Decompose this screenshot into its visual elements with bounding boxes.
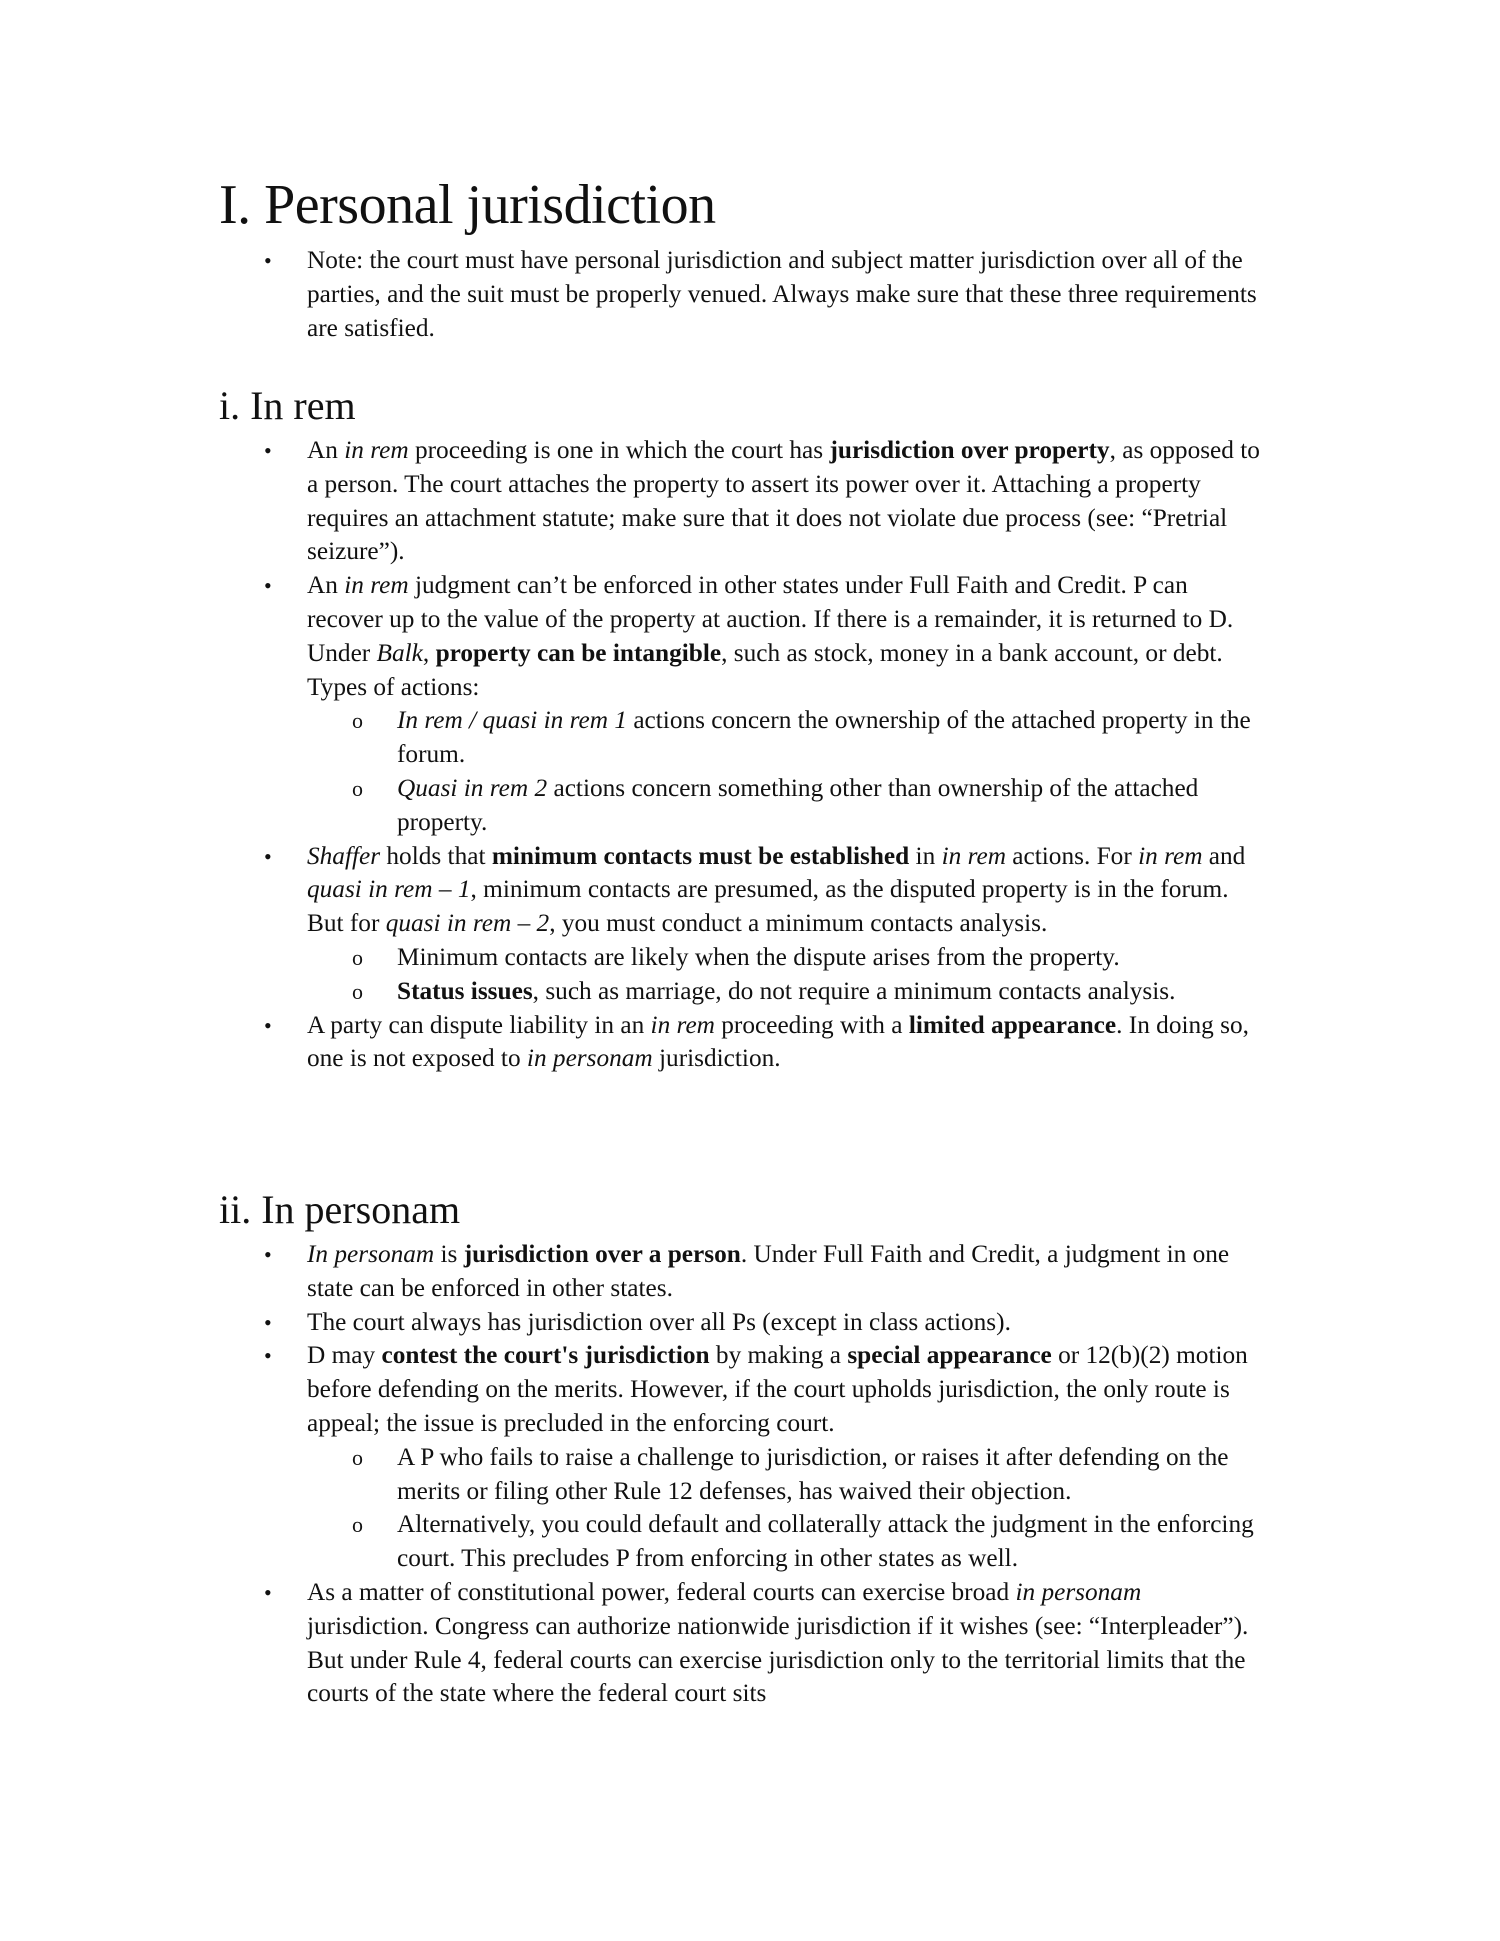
italic-text: Shaffer: [307, 841, 381, 870]
list-item: [0, 840, 1500, 1009]
sub-list-item: [307, 941, 1267, 975]
bold-text: jurisdiction over a person: [463, 1240, 741, 1268]
italic-text: In personam: [307, 1240, 435, 1268]
list-item: [0, 1009, 1500, 1077]
hollow-bullet-icon: o: [352, 978, 363, 1004]
italic-text: quasi in rem – 1: [307, 875, 471, 904]
hollow-bullet-icon: o: [352, 775, 363, 801]
italic-text: in rem: [650, 1010, 715, 1039]
bold-text: special appearance: [847, 1341, 1052, 1370]
list-item: [0, 569, 1500, 839]
italic-text: quasi in rem – 2: [385, 909, 550, 938]
italic-text: in rem: [941, 841, 1006, 870]
italic-text: Quasi in rem 2: [397, 773, 548, 802]
italic-text: Balk: [376, 638, 423, 667]
sub-list: [307, 704, 1267, 839]
list-item-text: An in rem judgment can’t be enforced in other states under Full Faith and Credit. P can recover up to the value of the property at auction. If there is a remainder, it is returned to D. Under Balk, property can be intangible, such as stock, money in a bank account, or debt. Types of actions: o In rem / quasi in rem 1 actions concern the ownership of the attached property in the forum. o Quasi in rem 2 actions concern something other than ownership of the attached property.: [307, 569, 1267, 839]
bold-text: Status issues: [397, 976, 533, 1005]
list-item-text: The court always has jurisdiction over all Ps (except in class actions).: [307, 1307, 1011, 1336]
list-item-text: In personam is jurisdiction over a person. Under Full Faith and Credit, a judgment in one state can be enforced in other states.: [307, 1240, 1230, 1302]
list-item-text: Shaffer holds that minimum contacts must be established in in rem actions. For in rem and quasi in rem – 1, minimum contacts are presumed, as the disputed property is in the forum. But for quasi in rem – 2, you must conduct a minimum contacts analysis. o Minimum contacts are likely when the dispute arises from the property. o Status issues, such as marriage, do not require a minimum contacts analysis.: [307, 840, 1267, 1009]
sub-list: [307, 941, 1267, 1009]
italic-text: in personam: [526, 1044, 653, 1073]
sub-list-item: [307, 772, 1267, 840]
bullet-icon: •: [264, 1579, 272, 1605]
bullet-icon: •: [264, 438, 272, 463]
bullet-icon: •: [264, 248, 272, 273]
sub-list-item-text: In rem / quasi in rem 1 actions concern the ownership of the attached property in the forum.: [397, 706, 1251, 769]
list-item: [0, 1339, 1500, 1576]
page-title: I. Personal jurisdiction: [219, 174, 716, 236]
sub-list-item-text: Minimum contacts are likely when the dispute arises from the property.: [397, 942, 1120, 971]
sub-list-item: [307, 1508, 1267, 1576]
hollow-bullet-icon: o: [352, 708, 363, 734]
section-in-rem-list: [0, 434, 1500, 1076]
bold-text: minimum contacts must be established: [491, 841, 910, 870]
list-item: [0, 1238, 1500, 1306]
italic-text: in rem: [1138, 841, 1203, 870]
hollow-bullet-icon: o: [352, 1512, 363, 1538]
bold-text: limited appearance: [908, 1010, 1117, 1039]
sub-list-item-text: Quasi in rem 2 actions concern something other than ownership of the attached property.: [397, 773, 1199, 836]
sub-list-item-text: A P who fails to raise a challenge to jurisdiction, or raises it after defending on the merits or filing other Rule 12 defenses, has waived their objection.: [397, 1442, 1229, 1505]
section-heading-in-personam: ii. In personam: [219, 1187, 461, 1232]
sub-list-item: [307, 975, 1267, 1009]
sub-list-item: [307, 1441, 1267, 1509]
list-item-text: D may contest the court's jurisdiction by making a special appearance or 12(b)(2) motion before defending on the merits. However, if the court upholds jurisdiction, the only route is appeal; the issue is precluded in the enforcing court. o A P who fails to raise a challenge to jurisdiction, or raises it after defending on the merits or filing other Rule 12 defenses, has waived their objection. o Alternatively, you could default and collaterally attack the judgment in the enforcing court. This precludes P from enforcing in other states as well.: [307, 1339, 1267, 1576]
intro-list: [0, 244, 1500, 345]
list-item: [0, 244, 1500, 345]
bullet-icon: •: [264, 1309, 272, 1335]
list-item-text: As a matter of constitutional power, federal courts can exercise broad in personam jurisdiction. Congress can authorize nationwide jurisdiction if it wishes (see: “Interpleader”). But under Rule 4, federal courts can exercise jurisdiction only to the territorial limits that the courts of the state where the federal court sits: [307, 1577, 1249, 1708]
bullet-icon: •: [264, 1242, 272, 1267]
section-in-personam-list: [0, 1238, 1500, 1711]
list-item: [0, 434, 1500, 569]
sub-list-item-text: Status issues, such as marriage, do not require a minimum contacts analysis.: [397, 976, 1176, 1005]
sub-list-item-text: Alternatively, you could default and collaterally attack the judgment in the enforcing court. This precludes P from enforcing in other states as well.: [397, 1510, 1254, 1573]
bold-text: jurisdiction over property: [829, 436, 1110, 464]
list-item-text: An in rem proceeding is one in which the court has jurisdiction over property, as opposed to a person. The court attaches the property to assert its power over it. Attaching a property requires an attachment statute; make sure that it does not violate due process (see: “Pretrial seizure”).: [307, 436, 1260, 566]
italic-text: In rem / quasi in rem 1: [397, 706, 627, 735]
bullet-icon: •: [264, 573, 272, 599]
sub-list: [307, 1441, 1267, 1576]
list-item: [0, 1306, 1500, 1340]
sub-list-item: [307, 704, 1267, 772]
list-item-text: Note: the court must have personal jurisdiction and subject matter jurisdiction over all of the parties, and the suit must be properly venued. Always make sure that these three requirements are satisfied.: [307, 246, 1257, 342]
bullet-icon: •: [264, 843, 272, 869]
italic-text: in rem: [344, 571, 409, 600]
list-item-text: A party can dispute liability in an in rem proceeding with a limited appearance. In doing so, one is not exposed to in personam jurisdiction.: [307, 1010, 1249, 1073]
italic-text: in personam: [1015, 1577, 1142, 1606]
section-heading-in-rem: i. In rem: [219, 383, 356, 428]
italic-text: in rem: [344, 436, 409, 464]
bullet-icon: •: [264, 1012, 272, 1038]
hollow-bullet-icon: o: [352, 944, 363, 970]
bullet-icon: •: [264, 1343, 272, 1369]
list-item: [0, 1576, 1500, 1711]
bold-text: contest the court's jurisdiction: [381, 1341, 710, 1370]
bold-text: property can be intangible: [435, 638, 722, 667]
hollow-bullet-icon: o: [352, 1444, 363, 1470]
